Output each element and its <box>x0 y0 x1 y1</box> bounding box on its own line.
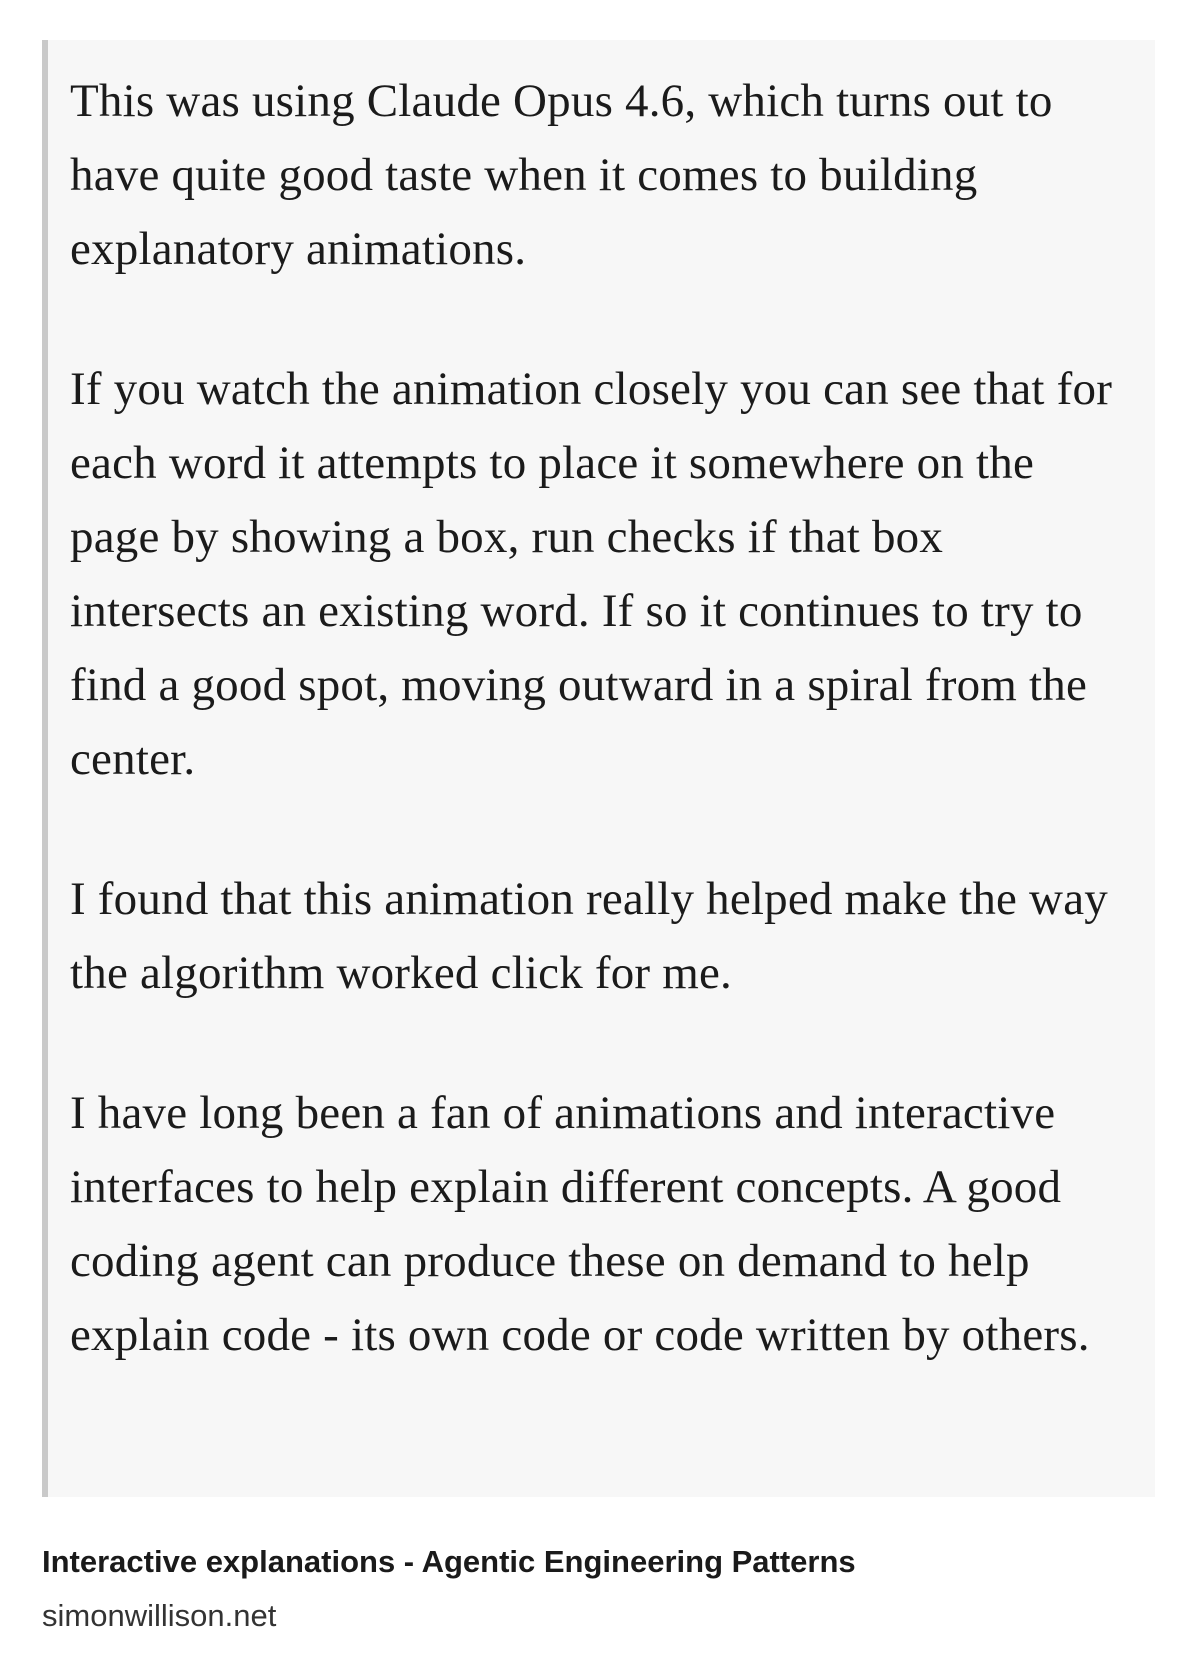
quoted-excerpt <box>42 40 1155 1497</box>
quote-paragraph: If you watch the animation closely you can see that for each word it attempts to place it somewhere on the page by showing a box, run checks if that box intersects an existing word. If so it continues to try to find a good spot, moving outward in a spiral from the center. <box>70 363 1113 785</box>
link-domain: simonwillison.net <box>42 1598 277 1633</box>
quote-paragraph: I have long been a fan of animations and interactive interfaces to help explain different concepts. A good coding agent can produce these on demand to help explain code - its own code or code written by others. <box>70 1087 1090 1361</box>
link-title[interactable]: Interactive explanations - Agentic Engineering Patterns <box>42 1544 856 1579</box>
quote-paragraph: This was using Claude Opus 4.6, which turns out to have quite good taste when it comes to building explanatory animations. <box>70 75 1053 275</box>
quote-paragraph: I found that this animation really helped make the way the algorithm worked click for me. <box>70 873 1108 999</box>
